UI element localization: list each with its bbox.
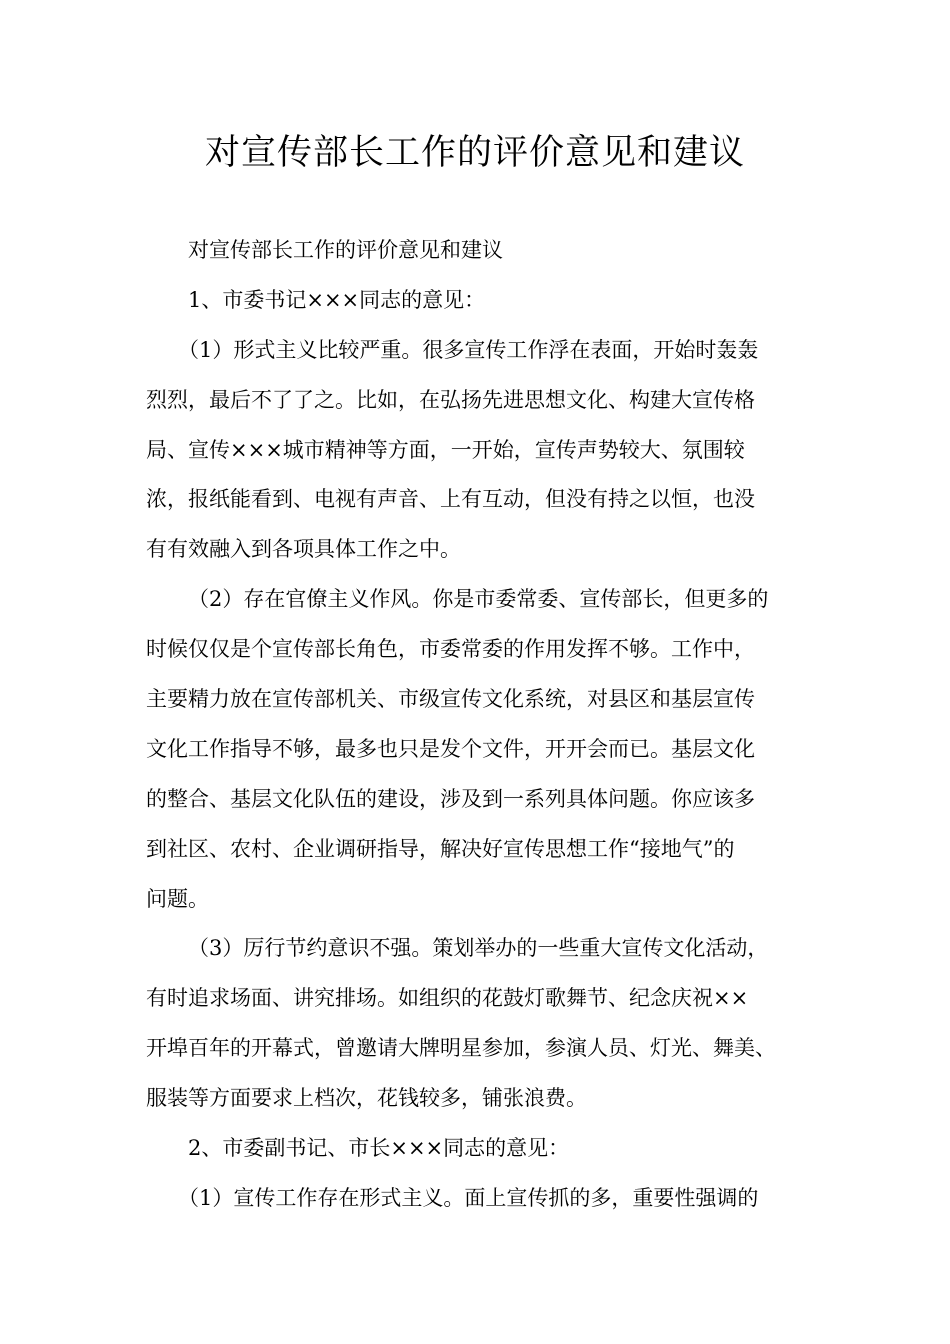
text-line: 烈烈，最后不了了之。比如，在弘扬先进思想文化、构建大宣传格 (146, 387, 755, 412)
text-line: 文化工作指导不够，最多也只是发个文件，开开会而已。基层文化 (146, 736, 755, 761)
text-line: （1）形式主义比较严重。很多宣传工作浮在表面，开始时轰轰 (178, 337, 759, 362)
text-line: 1、市委书记×××同志的意见： (188, 287, 486, 312)
text-line: 问题。 (146, 886, 209, 911)
paragraph-subtitle (146, 226, 826, 276)
paragraph-item-2-1 (146, 1174, 826, 1224)
text-line: 有时追求场面、讲究排场。如组织的花鼓灯歌舞节、纪念庆祝×× (146, 986, 749, 1011)
text-line: 浓，报纸能看到、电视有声音、上有互动，但没有持之以恒，也没 (146, 487, 755, 512)
text-line: 局、宣传×××城市精神等方面，一开始，宣传声势较大、氛围较 (146, 437, 745, 462)
paragraph-item-1-3 (146, 924, 826, 1124)
text-line: （2）存在官僚主义作风。你是市委常委、宣传部长，但更多的 (188, 587, 769, 612)
text-line: （1）宣传工作存在形式主义。面上宣传抓的多，重要性强调的 (178, 1185, 759, 1210)
document-title: 对宣传部长工作的评价意见和建议 (204, 133, 745, 173)
text-line: 有有效融入到各项具体工作之中。 (146, 537, 461, 562)
text-line: 2、市委副书记、市长×××同志的意见： (188, 1136, 570, 1161)
text-line: 到社区、农村、企业调研指导，解决好宣传思想工作“接地气”的 (146, 836, 735, 861)
paragraph-section-2-heading (146, 1124, 826, 1174)
document-body (146, 226, 826, 1224)
text-line: 主要精力放在宣传部机关、市级宣传文化系统，对县区和基层宣传 (146, 687, 755, 712)
text-line: 服装等方面要求上档次，花钱较多，铺张浪费。 (146, 1086, 587, 1111)
text-line: 时候仅仅是个宣传部长角色，市委常委的作用发挥不够。工作中， (146, 637, 755, 662)
paragraph-item-1-1 (146, 326, 826, 575)
paragraph-section-1-heading (146, 276, 826, 326)
paragraph-item-1-2 (146, 575, 826, 924)
text-line: 开埠百年的开幕式，曾邀请大牌明星参加，参演人员、灯光、舞美、 (146, 1036, 776, 1061)
text-line: 的整合、基层文化队伍的建设，涉及到一系列具体问题。你应该多 (146, 786, 755, 811)
text-line: （3）厉行节约意识不强。策划举办的一些重大宣传文化活动， (188, 936, 769, 961)
text-line: 对宣传部长工作的评价意见和建议 (188, 238, 503, 262)
